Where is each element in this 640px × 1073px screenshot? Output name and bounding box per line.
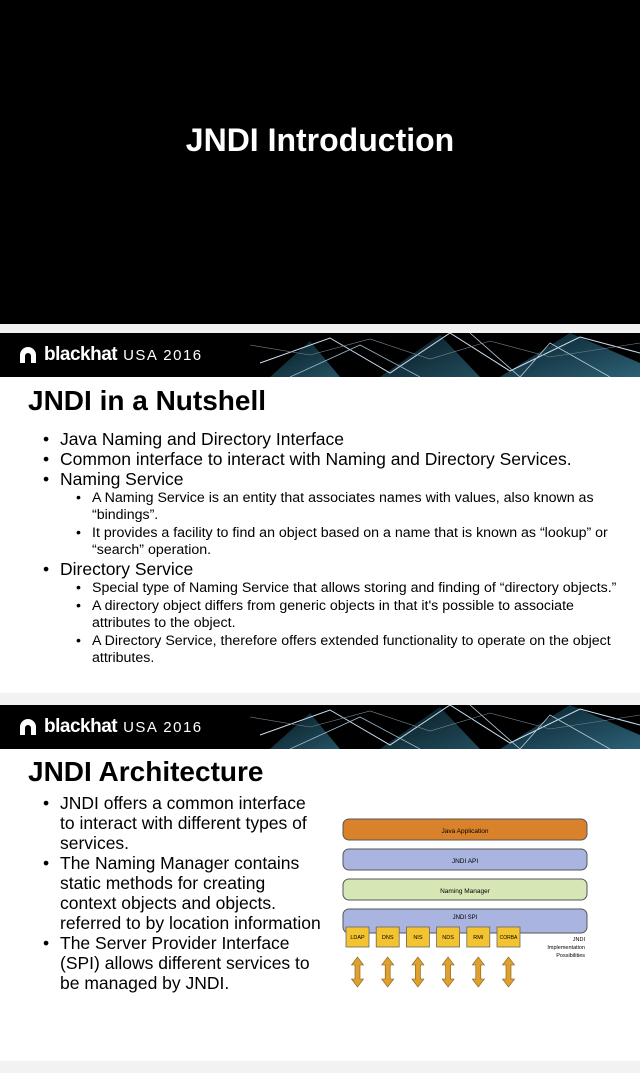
naming-manager-label: Naming Manager bbox=[440, 888, 490, 895]
sub-bullet-item: • A Directory Service, therefore offers extended functionality to operate on the object attributes. bbox=[43, 633, 633, 667]
slide-heading: JNDI Architecture bbox=[28, 756, 264, 787]
bidirectional-arrow-icon bbox=[412, 957, 424, 987]
bullet-list bbox=[43, 793, 323, 993]
java-application-label: Java Application bbox=[441, 828, 489, 835]
brand-name: blackhat bbox=[44, 344, 118, 365]
implementation-note-line1: JNDI bbox=[572, 937, 585, 943]
sub-bullet-item: • It provides a facility to find an object based on a name that is known as “lookup” or “search” operation. bbox=[43, 525, 633, 559]
blackhat-banner bbox=[0, 333, 640, 377]
bullet-item: • Java Naming and Directory Interface bbox=[43, 429, 633, 449]
blackhat-logo bbox=[18, 344, 203, 366]
bidirectional-arrow-icon bbox=[352, 957, 364, 987]
implementation-note-line3: Possibilities bbox=[556, 953, 585, 959]
slide-jndi-architecture bbox=[0, 705, 640, 1061]
sub-bullet-item: • Special type of Naming Service that allows storing and finding of “directory objects.” bbox=[43, 580, 633, 597]
jndi-spi-label: JNDI SPI bbox=[452, 915, 478, 921]
slide-heading: JNDI in a Nutshell bbox=[28, 385, 267, 416]
provider-label: CORBA bbox=[499, 935, 518, 941]
slide-title: JNDI Introduction bbox=[185, 122, 455, 158]
provider-label: RMI bbox=[473, 935, 484, 941]
provider-label: DNS bbox=[381, 935, 394, 941]
provider-label: NIS bbox=[413, 935, 423, 941]
bullet-item: • The Naming Manager contains static methods for creating context objects and objects. referred to by location information bbox=[43, 853, 323, 933]
bidirectional-arrow-icon bbox=[382, 957, 394, 987]
blackhat-banner bbox=[0, 705, 640, 749]
shattered-glass-graphic bbox=[250, 705, 640, 749]
sub-bullet-item: • A directory object differs from generic objects in that it's possible to associate attributes to the object. bbox=[43, 598, 633, 632]
bullet-item: • The Server Provider Interface (SPI) allows different services to be managed by JNDI. bbox=[43, 933, 323, 993]
bidirectional-arrow-icon bbox=[503, 957, 515, 987]
blackhat-logo bbox=[18, 716, 203, 738]
implementation-note-line2: Implementation bbox=[547, 945, 585, 951]
provider-label: NDS bbox=[442, 935, 454, 941]
blackhat-hat-icon bbox=[18, 345, 38, 365]
slide-jndi-introduction bbox=[0, 0, 640, 324]
bidirectional-arrow-icon bbox=[472, 957, 484, 987]
slide-jndi-nutshell bbox=[0, 333, 640, 693]
shattered-glass-graphic bbox=[250, 333, 640, 377]
event-name: USA 2016 bbox=[123, 718, 203, 736]
bidirectional-arrow-icon bbox=[442, 957, 454, 987]
sub-bullet-item: • A Naming Service is an entity that associates names with values, also known as “bindings”. bbox=[43, 490, 633, 524]
brand-name: blackhat bbox=[44, 716, 118, 737]
bullet-item: • JNDI offers a common interface to interact with different types of services. bbox=[43, 793, 323, 853]
provider-label: LDAP bbox=[350, 935, 365, 941]
jndi-architecture-diagram bbox=[340, 815, 600, 995]
event-name: USA 2016 bbox=[123, 346, 203, 364]
bullet-list bbox=[43, 429, 633, 667]
bullet-item: • Directory Service bbox=[43, 559, 633, 579]
blackhat-hat-icon bbox=[18, 717, 38, 737]
jndi-api-label: JNDI API bbox=[451, 858, 479, 865]
bullet-item: • Common interface to interact with Naming and Directory Services. bbox=[43, 449, 633, 469]
bullet-item: • Naming Service bbox=[43, 469, 633, 489]
